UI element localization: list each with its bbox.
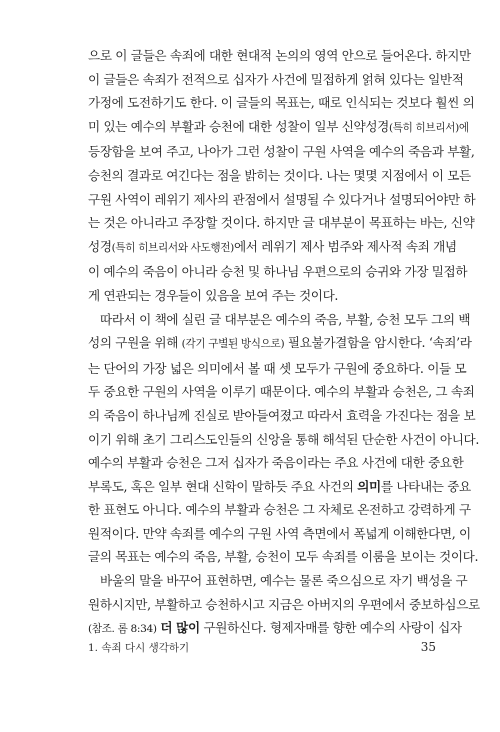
- text-line: 구원 사역이 레위기 제사의 관점에서 설명될 수 있다거나 설명되어야만 하: [88, 191, 476, 207]
- text-segment: 필요불가결함을 암시한다. ‘속죄’라: [284, 335, 472, 351]
- text-segment: 부록도, 혹은 일부 현대 신학이 말하듯 주요 사건의: [88, 478, 354, 494]
- text-segment: 구원하신다. 형제자매를 향한 예수의 사랑이 십자: [199, 620, 462, 636]
- text-line: 는 것은 아니라고 주장할 것이다. 하지만 글 대부분이 목표하는 바는, 신약: [88, 215, 475, 231]
- text-line: [88, 331, 472, 357]
- text-segment: 에서 레위기 제사 범주와 제사적 속죄 개념: [233, 238, 457, 254]
- text-line: 등장함을 보여 주고, 나아가 그런 성찰이 구원 사역을 예수의 죽음과 부활,: [88, 144, 475, 160]
- text-line: 이기 위해 초기 그리스도인들의 신앙을 통해 해석된 단순한 사건이 아니다.: [88, 431, 479, 447]
- text-line: 게 연관되는 경우들이 있음을 보여 주는 것이다.: [88, 287, 339, 303]
- text-line: 으로 이 글들은 속죄에 대한 현대적 논의의 영역 안으로 들어온다. 하지만: [88, 48, 471, 63]
- parenthetical-note: (참조. 롬 8:34): [88, 623, 157, 636]
- text-line: 한 표현도 아니다. 예수의 부활과 승천은 그 자체로 온전하고 강력하게 구: [88, 502, 471, 518]
- text-line: [88, 616, 462, 642]
- text-line: [88, 475, 471, 499]
- parenthetical-note: (각기 구별된 방식으로): [181, 338, 285, 351]
- text-segment: 미 있는 예수의 부활과 승천에 대한 성찰이 일부 신약성경: [88, 118, 389, 134]
- text-line: [88, 235, 457, 261]
- text-line: 예수의 부활과 승천은 그저 십자가 죽음이라는 주요 사건에 대한 중요한: [88, 455, 464, 471]
- text-segment: 를 나타내는 중요: [380, 478, 471, 494]
- text-line: 글의 목표는 예수의 죽음, 부활, 승천이 모두 속죄를 이룸을 보이는 것이다.: [88, 549, 479, 565]
- text-line: 원적이다. 만약 속죄를 예수의 구원 사역 측면에서 폭넓게 이해한다면, 이: [88, 525, 471, 541]
- text-line: 승천의 결과로 여긴다는 점을 밝히는 것이다. 나는 몇몇 지점에서 이 모든: [88, 167, 471, 183]
- parenthetical-note: (특히 히브리서와 사도행전): [111, 241, 234, 254]
- text-line: [88, 115, 469, 141]
- text-line: 가정에 도전하기도 한다. 이 글들의 목표는, 때로 인식되는 것보다 훨씬 의: [88, 95, 475, 111]
- text-line: 바울의 말을 바꾸어 표현하면, 예수는 물론 죽으심으로 자기 백성을 구: [100, 573, 468, 589]
- emphasis-text: 의미: [357, 478, 381, 494]
- text-line: 원하시지만, 부활하고 승천하시고 지금은 아버지의 우편에서 중보하심으로: [88, 596, 480, 612]
- text-line: 따라서 이 책에 실린 글 대부분은 예수의 죽음, 부활, 승천 모두 그의 백: [100, 311, 471, 327]
- emphasis-text: 더 많이: [160, 620, 200, 636]
- page-footer: [88, 640, 436, 655]
- text-line: 두 중요한 구원의 사역을 이루기 때문이다. 예수의 부활과 승천은, 그 속죄: [88, 384, 475, 400]
- text-line: 이 글들은 속죄가 전적으로 십자가 사건에 밀접하게 얽혀 있다는 일반적: [88, 71, 464, 87]
- parenthetical-note: (특히 히브리서)에: [388, 121, 469, 134]
- text-line: 의 죽음이 하나님께 진실로 받아들여졌고 따라서 효력을 가진다는 점을 보: [88, 407, 476, 423]
- text-segment: 성경: [88, 238, 112, 254]
- body-text: [88, 44, 480, 642]
- text-line: 는 단어의 가장 넓은 의미에서 볼 때 셋 모두가 구원에 중요하다. 이들 모: [88, 360, 467, 376]
- page-number: 35: [420, 640, 436, 654]
- text-line: 이 예수의 죽음이 아니라 승천 및 하나님 우편으로의 승귀와 가장 밀접하: [88, 264, 468, 280]
- text-segment: 성의 구원을 위해: [88, 335, 179, 351]
- running-footer-chapter-title: 1. 속죄 다시 생각하기: [88, 642, 190, 654]
